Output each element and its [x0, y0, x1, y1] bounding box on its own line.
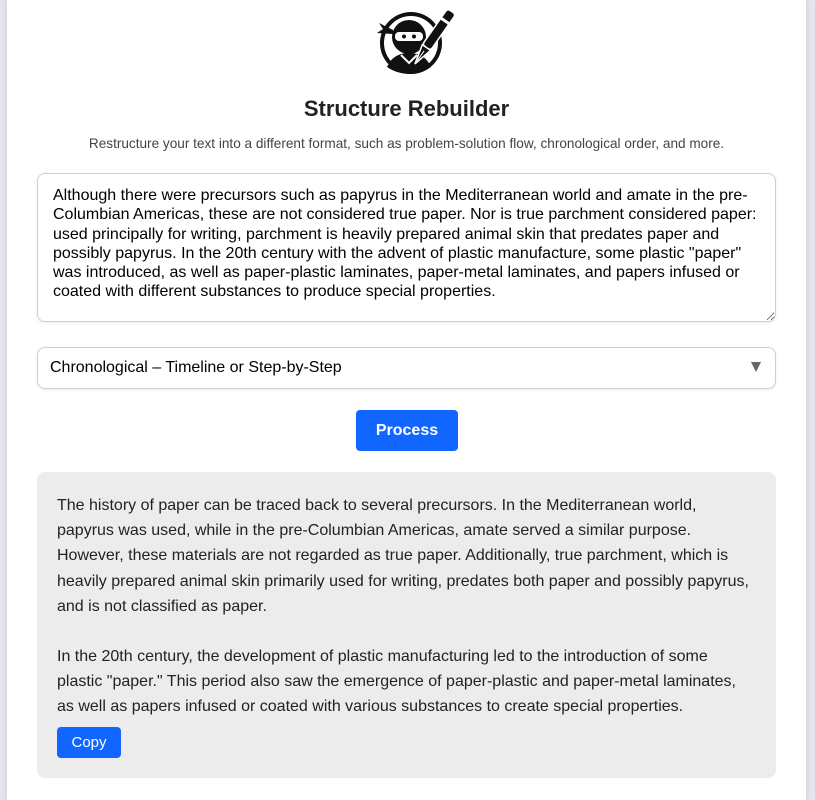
page-title: Structure Rebuilder	[303, 96, 510, 121]
ninja-pen-logo-icon	[371, 3, 455, 77]
main-card	[7, 0, 806, 800]
output-paragraph: In the 20th century, the development of plastic manufacturing led to the introduction of some plastic "paper." This period also saw the emergence of paper-plastic and paper-metal laminates, as well as papers infused or coated with various substances to create special properties.	[57, 648, 736, 716]
process-button[interactable]: Process	[356, 410, 458, 451]
format-select[interactable]	[37, 347, 776, 389]
format-select-value: Chronological – Timeline or Step-by-Step	[50, 359, 342, 376]
output-panel	[37, 472, 776, 778]
input-text-area[interactable]	[37, 173, 776, 322]
output-paragraph: The history of paper can be traced back to several precursors. In the Mediterranean world, papyrus was used, while in the pre-Columbian Americas, amate served a similar purpose. However, these materials are not regarded as true paper. Additionally, true parchment, which is heavily prepared animal skin primarily used for writing, predates both paper and possibly papyrus, and is not classified as paper.	[57, 497, 749, 615]
copy-button[interactable]: Copy	[57, 727, 121, 758]
page-subtitle: Restructure your text into a different format, such as problem-solution flow, chronological order, and more.	[88, 136, 725, 151]
dropdown-triangle-icon	[751, 362, 761, 372]
